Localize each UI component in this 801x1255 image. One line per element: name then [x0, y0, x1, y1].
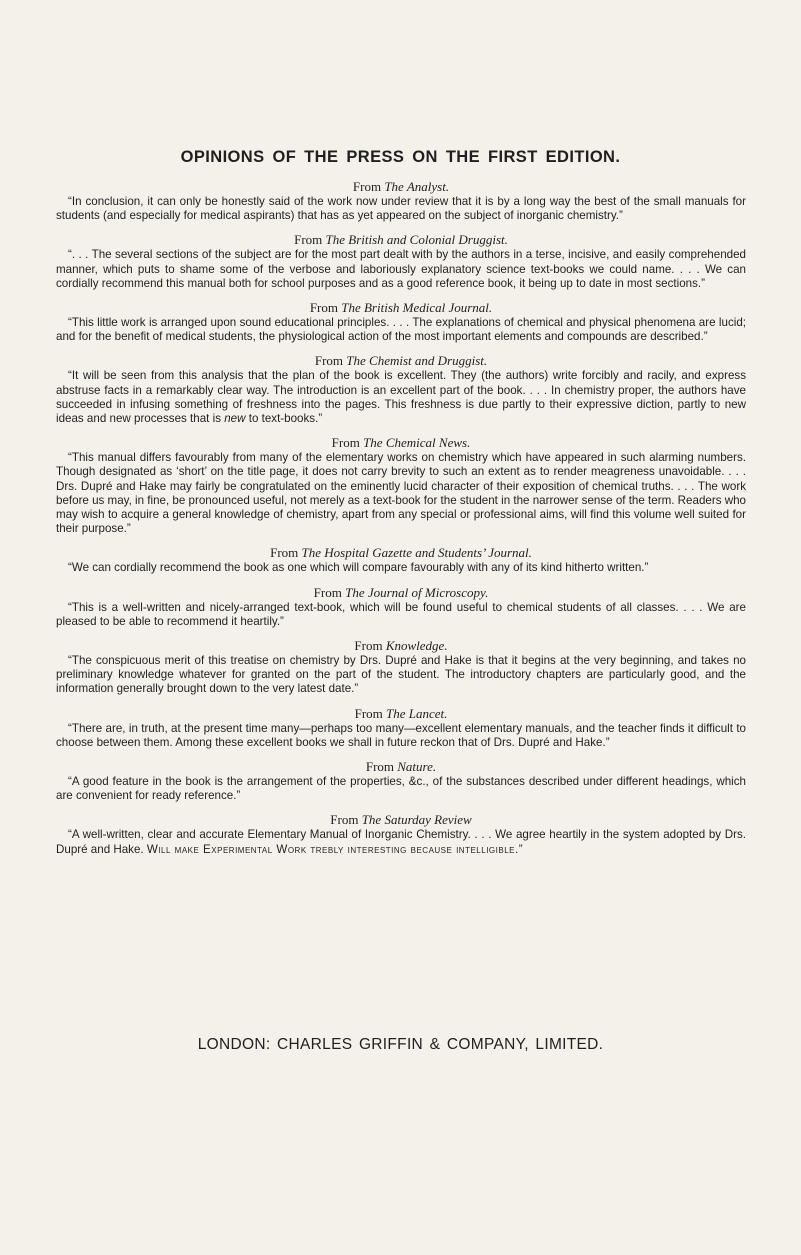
- from-label: From: [354, 638, 386, 654]
- review-chemist-and-druggist: [56, 353, 746, 426]
- review-source: [56, 706, 746, 721]
- from-label: From: [352, 179, 385, 194]
- from-label: From: [270, 545, 302, 561]
- publication-name: Knowledge.: [385, 638, 448, 654]
- review-source: [56, 435, 746, 450]
- publication-name: The Hospital Gazette and Students’ Journal.: [301, 545, 532, 561]
- review-quote: “A good feature in the book is the arrangement of the properties, &c., of the substances described under different headings, which are convenient for ready reference.”: [56, 775, 746, 803]
- publication-name: The British and Colonial Druggist.: [325, 232, 508, 248]
- review-source: [56, 300, 746, 315]
- review-source: [56, 638, 746, 653]
- review-saturday-review: [56, 812, 746, 856]
- review-hospital-gazette: [56, 545, 746, 575]
- from-label: From: [354, 705, 387, 721]
- publisher-imprint: LONDON: CHARLES GRIFFIN & COMPANY, LIMITED.: [197, 1036, 604, 1053]
- review-quote: “We can cordially recommend the book as one which will compare favourably with any of its kind hitherto written.”: [68, 561, 649, 575]
- review-quote: [56, 369, 746, 426]
- review-quote: “The conspicuous merit of this treatise on chemistry by Drs. Dupré and Hake is that it begins at the very beginning, and takes no preliminary knowledge whatever for granted on the part of the student. The introductory chapters are particularly good, and the information generally brought down to the very latest date.”: [56, 654, 746, 696]
- publication-name: The Saturday Review: [361, 812, 472, 828]
- press-reviews: [56, 179, 746, 866]
- review-source: [56, 232, 746, 247]
- review-british-colonial-druggist: [56, 232, 746, 291]
- from-label: From: [309, 300, 342, 316]
- review-quote: “There are, in truth, at the present time many—perhaps too many—excellent elementary manuals, and the teacher finds it difficult to choose between them. Among these excellent books we shall in future reckon that of Drs. Dupré and Hake.”: [56, 721, 746, 749]
- review-source: [56, 585, 746, 600]
- review-quote: [56, 828, 746, 856]
- publication-name: The Chemical News.: [363, 435, 471, 451]
- review-source: [56, 812, 746, 827]
- quote-emphasis: new: [224, 412, 246, 426]
- review-journal-of-microscopy: [56, 585, 746, 629]
- review-british-medical-journal: [56, 300, 746, 344]
- quote-text: to text-books.”: [245, 412, 323, 426]
- review-quote: “This manual differs favourably from many of the elementary works on chemistry which have appeared in such alarming numbers. Though designated as ‘short’ on the title page, it does not carry brevity to such an extent as to render meagreness unavoidable. . . . Drs. Dupré and Hake may fairly be congratulated on the eminently lucid character of their exposition of chemical truths. . . . The work before us may, in fine, be pronounced useful, not merely as a text-book for the student in the narrower sense of the term. Readers who may wish to acquire a general knowledge of chemistry, apart from any special or professional aims, will find this volume well suited for their purpose.”: [56, 451, 746, 536]
- review-quote: “. . . The several sections of the subject are for the most part dealt with by the authors in a terse, incisive, and easily comprehended manner, which puts to shame some of the verbose and laboriously explanatory science text-books we could name. . . . We can cordially recommend this manual both for school purposes and as a good reference book, it being up to date in most sections.”: [56, 248, 746, 290]
- from-label: From: [331, 435, 364, 451]
- review-source: [56, 545, 746, 560]
- from-label: From: [314, 353, 347, 369]
- from-label: From: [330, 812, 362, 828]
- publication-name: The British Medical Journal.: [341, 300, 493, 316]
- review-analyst: [56, 179, 746, 223]
- quote-text: “It will be seen from this analysis that the plan of the book is excellent. They (the authors) write forcibly and racily, and express abstruse facts in a remarkably clear way. The introduction is an excellent part of the book. . . . In chemistry proper, the authors have succeeded in infusing something of freshness into the pages. This freshness is due partly to their expressive diction, partly to new ideas and new processes that is: [56, 369, 746, 426]
- publication-name: Nature.: [397, 759, 437, 775]
- review-quote: “In conclusion, it can only be honestly said of the work now under review that it is by a long way the best of the small manuals for students (and especially for medical aspirants) that has as yet appeared on the subject of inorganic chemistry.”: [56, 195, 746, 223]
- quote-text: “A well-written, clear and accurate Elementary Manual of Inorganic Chemistry. . . . We agree heartily in the system adopted by Drs. Dupré and Hake.: [56, 828, 746, 856]
- review-source: [56, 179, 746, 194]
- publication-name: The Journal of Microscopy.: [345, 584, 489, 600]
- review-knowledge: [56, 638, 746, 697]
- publication-name: The Lancet.: [386, 705, 448, 721]
- publication-name: The Analyst.: [384, 179, 450, 194]
- from-label: From: [365, 759, 398, 775]
- review-source: [56, 353, 746, 368]
- review-chemical-news: [56, 435, 746, 536]
- from-label: From: [294, 232, 326, 248]
- review-nature: [56, 759, 746, 803]
- review-quote: “This little work is arranged upon sound educational principles. . . . The explanations of chemical and physical phenomena are lucid; and for the benefit of medical students, the physiological action of the most important elements and compounds are described.”: [56, 316, 746, 344]
- publication-name: The Chemist and Druggist.: [346, 353, 488, 369]
- review-source: [56, 759, 746, 774]
- quote-emphasis: Will make Experimental Work trebly interesting because intelligible.: [146, 842, 519, 856]
- from-label: From: [313, 584, 346, 600]
- page-heading: OPINIONS OF THE PRESS ON THE FIRST EDITION.: [180, 148, 621, 166]
- review-quote: “This is a well-written and nicely-arranged text-book, which will be found useful to chemical students of all classes. . . . We are pleased to be able to recommend it heartily.”: [56, 600, 746, 628]
- review-lancet: [56, 706, 746, 750]
- quote-text: ”: [518, 842, 523, 856]
